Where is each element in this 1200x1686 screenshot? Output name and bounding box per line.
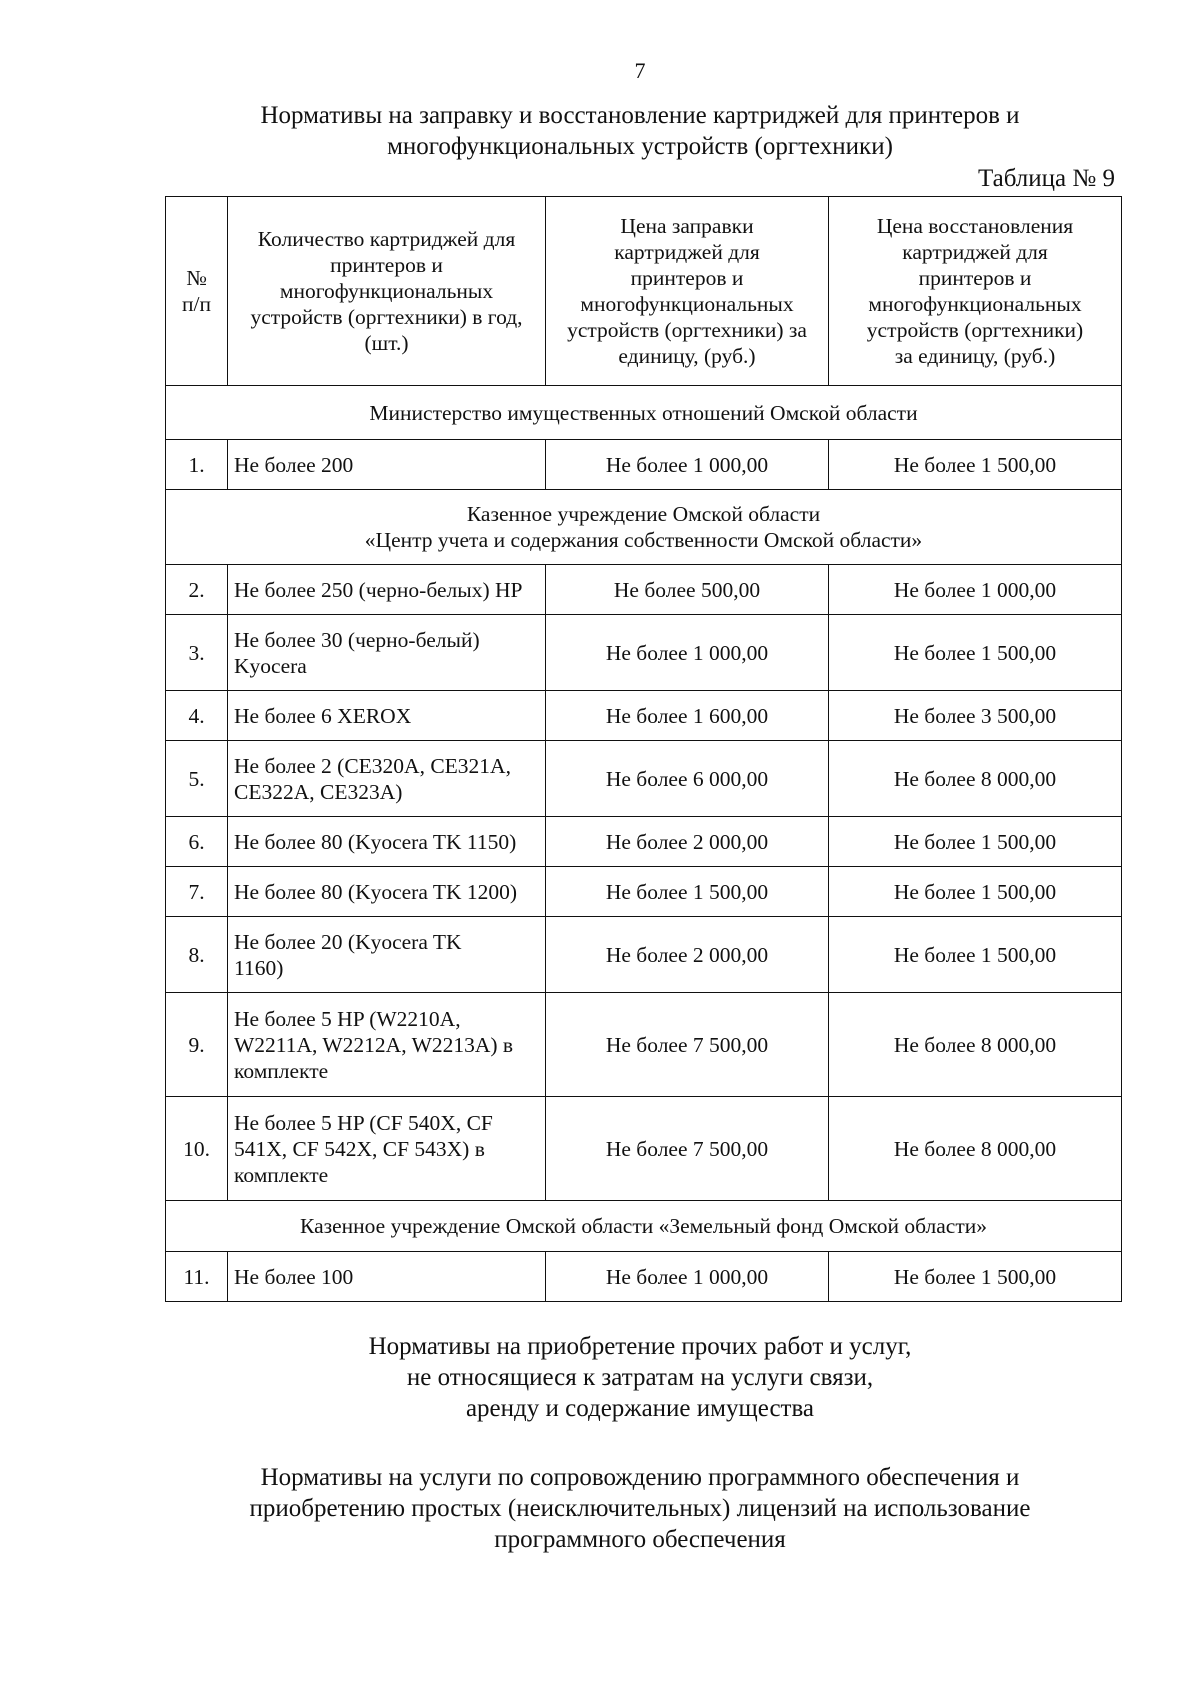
header-text: многофункциональных (868, 292, 1082, 316)
table-row (166, 867, 1122, 917)
header-restore (829, 197, 1122, 386)
row-qty (228, 565, 546, 615)
header-text: многофункциональных (279, 279, 494, 303)
row-num: 6. (166, 817, 228, 867)
row-qty-line: 541X, CF 542X, CF 543X) в (234, 1136, 485, 1161)
row-qty (228, 440, 546, 490)
software-heading-line-3: программного обеспечения (494, 1526, 786, 1553)
row-num: 2. (166, 565, 228, 615)
header-text: принтеров и (630, 266, 744, 290)
row-qty-line: Не более 80 (Kyocera TK 1200) (234, 879, 518, 904)
row-qty (228, 1252, 546, 1302)
table-row (166, 691, 1122, 741)
row-restore: Не более 1 500,00 (829, 917, 1122, 993)
row-num: 5. (166, 741, 228, 817)
header-text: (шт.) (364, 331, 409, 355)
row-qty-line: Не более 30 (черно-белый) (234, 627, 480, 652)
row-qty-line: Не более 100 (234, 1264, 354, 1289)
table-row (166, 741, 1122, 817)
row-refill: Не более 2 000,00 (546, 917, 829, 993)
row-qty-line: Не более 2 (CE320A, CE321A, (234, 753, 511, 778)
row-refill: Не более 1 000,00 (546, 615, 829, 691)
row-qty (228, 917, 546, 993)
row-num: 1. (166, 440, 228, 490)
table-label: Таблица № 9 (977, 165, 1115, 192)
software-heading (0, 1462, 1200, 1555)
header-text: картриджей для (902, 240, 1048, 264)
section-title-line: Казенное учреждение Омской области «Земельный фонд Омской области» (300, 1214, 987, 1238)
row-num: 7. (166, 867, 228, 917)
table-row (166, 1252, 1122, 1302)
header-refill (546, 197, 829, 386)
row-qty-line: Не более 80 (Kyocera TK 1150) (234, 829, 517, 854)
section-title (166, 1201, 1122, 1252)
header-text: Количество картриджей для (257, 227, 516, 251)
row-qty-line: Не более 6 XEROX (234, 703, 412, 728)
software-heading-line-2: приобретению простых (неисключительных) лицензий на использование (249, 1495, 1031, 1522)
row-refill: Не более 6 000,00 (546, 741, 829, 817)
table-row (166, 817, 1122, 867)
row-num: 11. (166, 1252, 228, 1302)
cartridge-norms-table (165, 196, 1122, 1302)
software-heading-line-1: Нормативы на услуги по сопровождению программного обеспечения и (260, 1464, 1020, 1491)
row-refill: Не более 1 000,00 (546, 440, 829, 490)
row-refill: Не более 1 500,00 (546, 867, 829, 917)
row-restore: Не более 1 500,00 (829, 440, 1122, 490)
row-refill: Не более 1 000,00 (546, 1252, 829, 1302)
header-num (166, 197, 228, 386)
row-qty (228, 867, 546, 917)
row-qty-line: W2211A, W2212A, W2213A) в (234, 1032, 514, 1057)
section-title-line: Министерство имущественных отношений Омской области (369, 400, 918, 425)
row-qty (228, 741, 546, 817)
section-title-line: Казенное учреждение Омской области (466, 502, 821, 526)
header-row (166, 197, 1122, 386)
row-num: 10. (166, 1097, 228, 1201)
section-title (166, 490, 1122, 565)
row-qty-line: CE322A, CE323A) (234, 779, 403, 804)
table-heading-line-2: многофункциональных устройств (оргтехники) (387, 133, 893, 160)
row-qty-line: 1160) (234, 955, 284, 980)
other-services-heading-line-2: не относящиеся к затратам на услуги связи, (406, 1364, 874, 1391)
row-qty-line: Не более 5 HP (W2210A, (234, 1006, 461, 1031)
row-refill: Не более 2 000,00 (546, 817, 829, 867)
header-text: Цена восстановления (876, 214, 1074, 238)
row-qty-line: комплекте (234, 1162, 329, 1187)
header-text: принтеров и (918, 266, 1032, 290)
row-refill: Не более 7 500,00 (546, 1097, 829, 1201)
row-qty (228, 817, 546, 867)
header-text: устройств (оргтехники) в год, (250, 305, 523, 329)
header-text: Цена заправки (620, 214, 754, 238)
row-restore: Не более 8 000,00 (829, 993, 1122, 1097)
row-qty-line: комплекте (234, 1058, 329, 1083)
other-services-heading-line-3: аренду и содержание имущества (465, 1395, 815, 1422)
row-refill: Не более 7 500,00 (546, 993, 829, 1097)
row-restore: Не более 8 000,00 (829, 741, 1122, 817)
header-text: многофункциональных (580, 292, 794, 316)
header-text: принтеров и (330, 253, 443, 277)
table-row (166, 440, 1122, 490)
row-qty-line: Не более 5 HP (CF 540X, CF (234, 1110, 493, 1135)
header-text: п/п (182, 292, 211, 316)
row-qty (228, 1097, 546, 1201)
row-restore: Не более 1 500,00 (829, 867, 1122, 917)
row-qty-line: Kyocera (234, 653, 307, 678)
row-refill: Не более 1 600,00 (546, 691, 829, 741)
row-restore: Не более 8 000,00 (829, 1097, 1122, 1201)
row-qty-line: Не более 20 (Kyocera TK (234, 929, 462, 954)
table-row (166, 993, 1122, 1097)
section-row (166, 386, 1122, 440)
row-qty (228, 615, 546, 691)
row-qty-line: Не более 250 (черно-белых) HP (234, 577, 523, 602)
row-restore: Не более 1 500,00 (829, 817, 1122, 867)
section-row (166, 490, 1122, 565)
table-row (166, 917, 1122, 993)
header-text: устройств (оргтехники) (866, 318, 1084, 342)
table-row (166, 565, 1122, 615)
row-num: 9. (166, 993, 228, 1097)
row-restore: Не более 1 500,00 (829, 615, 1122, 691)
row-num: 4. (166, 691, 228, 741)
header-text: единицу, (руб.) (618, 344, 756, 368)
row-qty (228, 691, 546, 741)
page-number: 7 (634, 58, 646, 83)
table-heading-line-1: Нормативы на заправку и восстановление картриджей для принтеров и (260, 102, 1020, 129)
table-row (166, 1097, 1122, 1201)
other-services-heading-line-1: Нормативы на приобретение прочих работ и услуг, (368, 1333, 912, 1360)
row-qty-line: Не более 200 (234, 452, 354, 477)
row-num: 3. (166, 615, 228, 691)
row-qty (228, 993, 546, 1097)
header-text: за единицу, (руб.) (894, 344, 1056, 368)
section-row (166, 1201, 1122, 1252)
header-text: № (186, 266, 207, 290)
row-restore: Не более 1 000,00 (829, 565, 1122, 615)
row-restore: Не более 1 500,00 (829, 1252, 1122, 1302)
row-refill: Не более 500,00 (546, 565, 829, 615)
section-title (166, 386, 1122, 440)
table-row (166, 615, 1122, 691)
section-title-line: «Центр учета и содержания собственности Омской области» (364, 528, 923, 552)
header-text: устройств (оргтехники) за (567, 318, 807, 342)
table-heading (0, 100, 1200, 162)
header-text: картриджей для (614, 240, 760, 264)
header-qty (228, 197, 546, 386)
other-services-heading (0, 1331, 1200, 1424)
row-num: 8. (166, 917, 228, 993)
row-restore: Не более 3 500,00 (829, 691, 1122, 741)
